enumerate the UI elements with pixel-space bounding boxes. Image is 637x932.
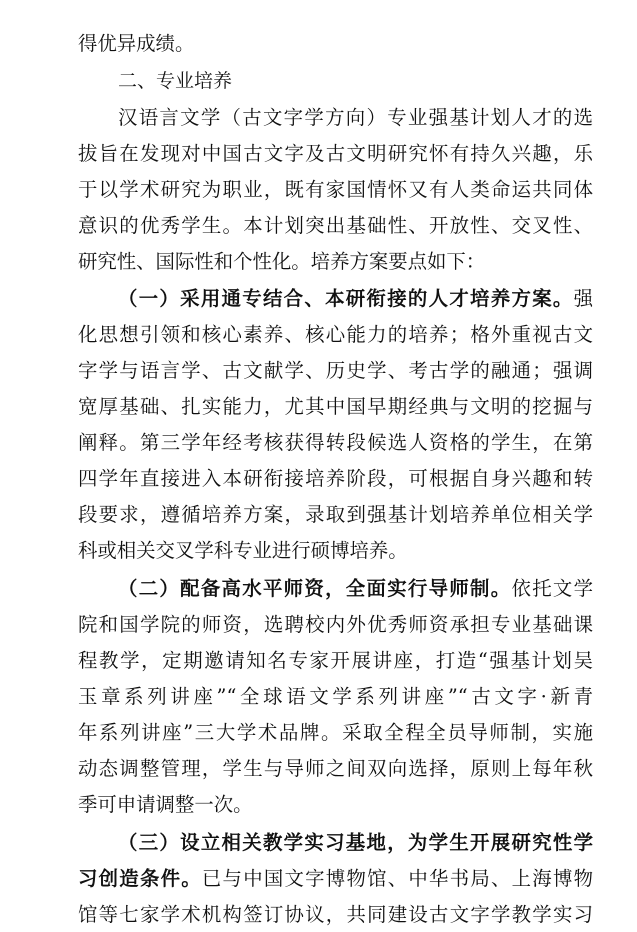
paragraph-line: 四学年直接进入本研衔接培养阶段，可根据自身兴趣和转 (78, 467, 593, 490)
paragraph-line: 拔旨在发现对中国古文字及古文明研究怀有持久兴趣，乐 (78, 142, 593, 165)
paragraph-line: 程教学，定期邀请知名专家开展讲座，打造“强基计划吴 (78, 649, 593, 672)
paragraph-line: 馆等七家学术机构签订协议，共同建设古文字学教学实习 (78, 903, 593, 926)
paragraph-line: 宽厚基础、扎实能力，尤其中国早期经典与文明的挖掘与 (78, 395, 593, 418)
paragraph-line: 阐释。第三学年经考核获得转段候选人资格的学生，在第 (78, 431, 593, 454)
paragraph-line: 动态调整管理，学生与导师之间双向选择，原则上每年秋 (78, 757, 593, 780)
point-heading: （二）配备高水平师资，全面实行导师制。 (118, 577, 512, 600)
paragraph-line: 化思想引领和核心素养、核心能力的培养；格外重视古文 (78, 323, 593, 346)
paragraph-line: 于以学术研究为职业，既有家国情怀又有人类命运共同体 (78, 178, 593, 201)
point-heading: 习创造条件。 (78, 867, 202, 890)
paragraph-line: 汉语言文学（古文字学方向）专业强基计划人才的选 (118, 106, 593, 129)
paragraph-line: 季可申请调整一次。 (78, 793, 253, 816)
paragraph-line: 字学与语言学、古文献学、历史学、考古学的融通；强调 (78, 359, 593, 382)
paragraph-line: 意识的优秀学生。本计划突出基础性、开放性、交叉性、 (78, 214, 593, 237)
point-heading: （三）设立相关教学实习基地，为学生开展研究性学 (118, 831, 593, 854)
paragraph-line (78, 862, 593, 896)
paragraph-line: 段要求，遵循培养方案，录取到强基计划培养单位相关学 (78, 503, 593, 526)
paragraph-line: 玉章系列讲座”“全球语文学系列讲座”“古文字·新青 (78, 685, 593, 708)
point-heading-line (78, 282, 593, 316)
heading-text: 二、专业培养 (118, 70, 233, 92)
text-run: 得优异成绩。 (78, 32, 195, 55)
text-run: 强 (573, 287, 593, 310)
paragraph-line: 院和国学院的师资，选聘校内外优秀师资承担专业基础课 (78, 613, 593, 636)
paragraph-line: 科或相关交叉学科专业进行硕博培养。 (78, 539, 408, 562)
point-heading-line (78, 572, 593, 606)
paragraph-line (78, 27, 593, 61)
text-run: 依托文学 (511, 577, 594, 600)
paragraph-line: 研究性、国际性和个性化。培养方案要点如下： (78, 250, 486, 273)
paragraph-line: 年系列讲座”三大学术品牌。采取全程全员导师制，实施 (78, 721, 593, 744)
text-run: 已与中国文字博物馆、中华书局、上海博物 (201, 867, 594, 890)
section-heading (78, 64, 593, 98)
point-heading-line (78, 826, 593, 860)
point-heading: （一）采用通专结合、本研衔接的人才培养方案。 (118, 287, 574, 310)
